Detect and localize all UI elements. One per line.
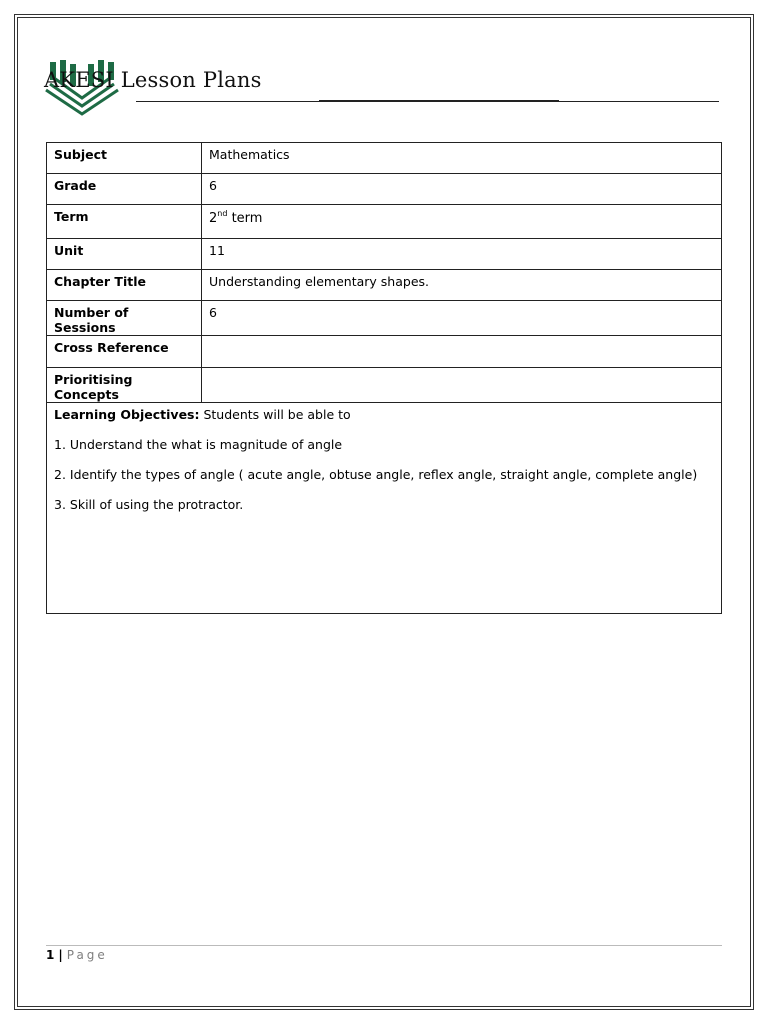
row-value: 6 (202, 174, 722, 205)
objective-item: 2. Identify the types of angle ( acute angle, obtuse angle, reflex angle, straight angle, complete angle) (54, 467, 698, 482)
objectives-heading: Learning Objectives: (54, 407, 200, 422)
row-value (202, 368, 722, 403)
page-label: Page (66, 948, 108, 962)
row-label: Number of Sessions (47, 301, 202, 336)
row-value (202, 205, 722, 239)
objective-item: 3. Skill of using the protractor. (54, 497, 244, 512)
page-number: 1 (46, 948, 55, 962)
document-header (44, 56, 724, 116)
footer-separator: | (58, 948, 63, 962)
row-label: Cross Reference (47, 336, 202, 368)
objective-item: 1. Understand the what is magnitude of angle (54, 437, 343, 452)
table-row-grade (47, 174, 722, 205)
row-value: Understanding elementary shapes. (202, 270, 722, 301)
row-label: Chapter Title (47, 270, 202, 301)
lesson-plan-table (46, 142, 722, 614)
row-label: Term (47, 205, 202, 239)
table-row-term (47, 205, 722, 239)
row-value: 11 (202, 239, 722, 270)
term-text: term (227, 211, 263, 226)
term-number: 2 (209, 211, 218, 226)
table-row-prioritising-concepts (47, 368, 722, 403)
table-row-objectives (47, 403, 722, 614)
row-label: Unit (47, 239, 202, 270)
objectives-heading-line (54, 407, 714, 423)
row-value (202, 336, 722, 368)
row-value: Mathematics (202, 143, 722, 174)
row-label: Grade (47, 174, 202, 205)
page-footer (46, 948, 108, 962)
row-value: 6 (202, 301, 722, 336)
table-row-chapter-title (47, 270, 722, 301)
term-suffix: nd (217, 209, 228, 218)
table-row-subject (47, 143, 722, 174)
table-row-sessions (47, 301, 722, 336)
footer-rule (46, 945, 722, 946)
header-rule-thick (319, 100, 559, 102)
row-label: Subject (47, 143, 202, 174)
table-row-cross-reference (47, 336, 722, 368)
header-title: AKESI Lesson Plans (44, 68, 262, 92)
row-label: Prioritising Concepts (47, 368, 202, 403)
objectives-intro: Students will be able to (199, 407, 351, 422)
table-row-unit (47, 239, 722, 270)
objectives-cell (47, 403, 722, 614)
